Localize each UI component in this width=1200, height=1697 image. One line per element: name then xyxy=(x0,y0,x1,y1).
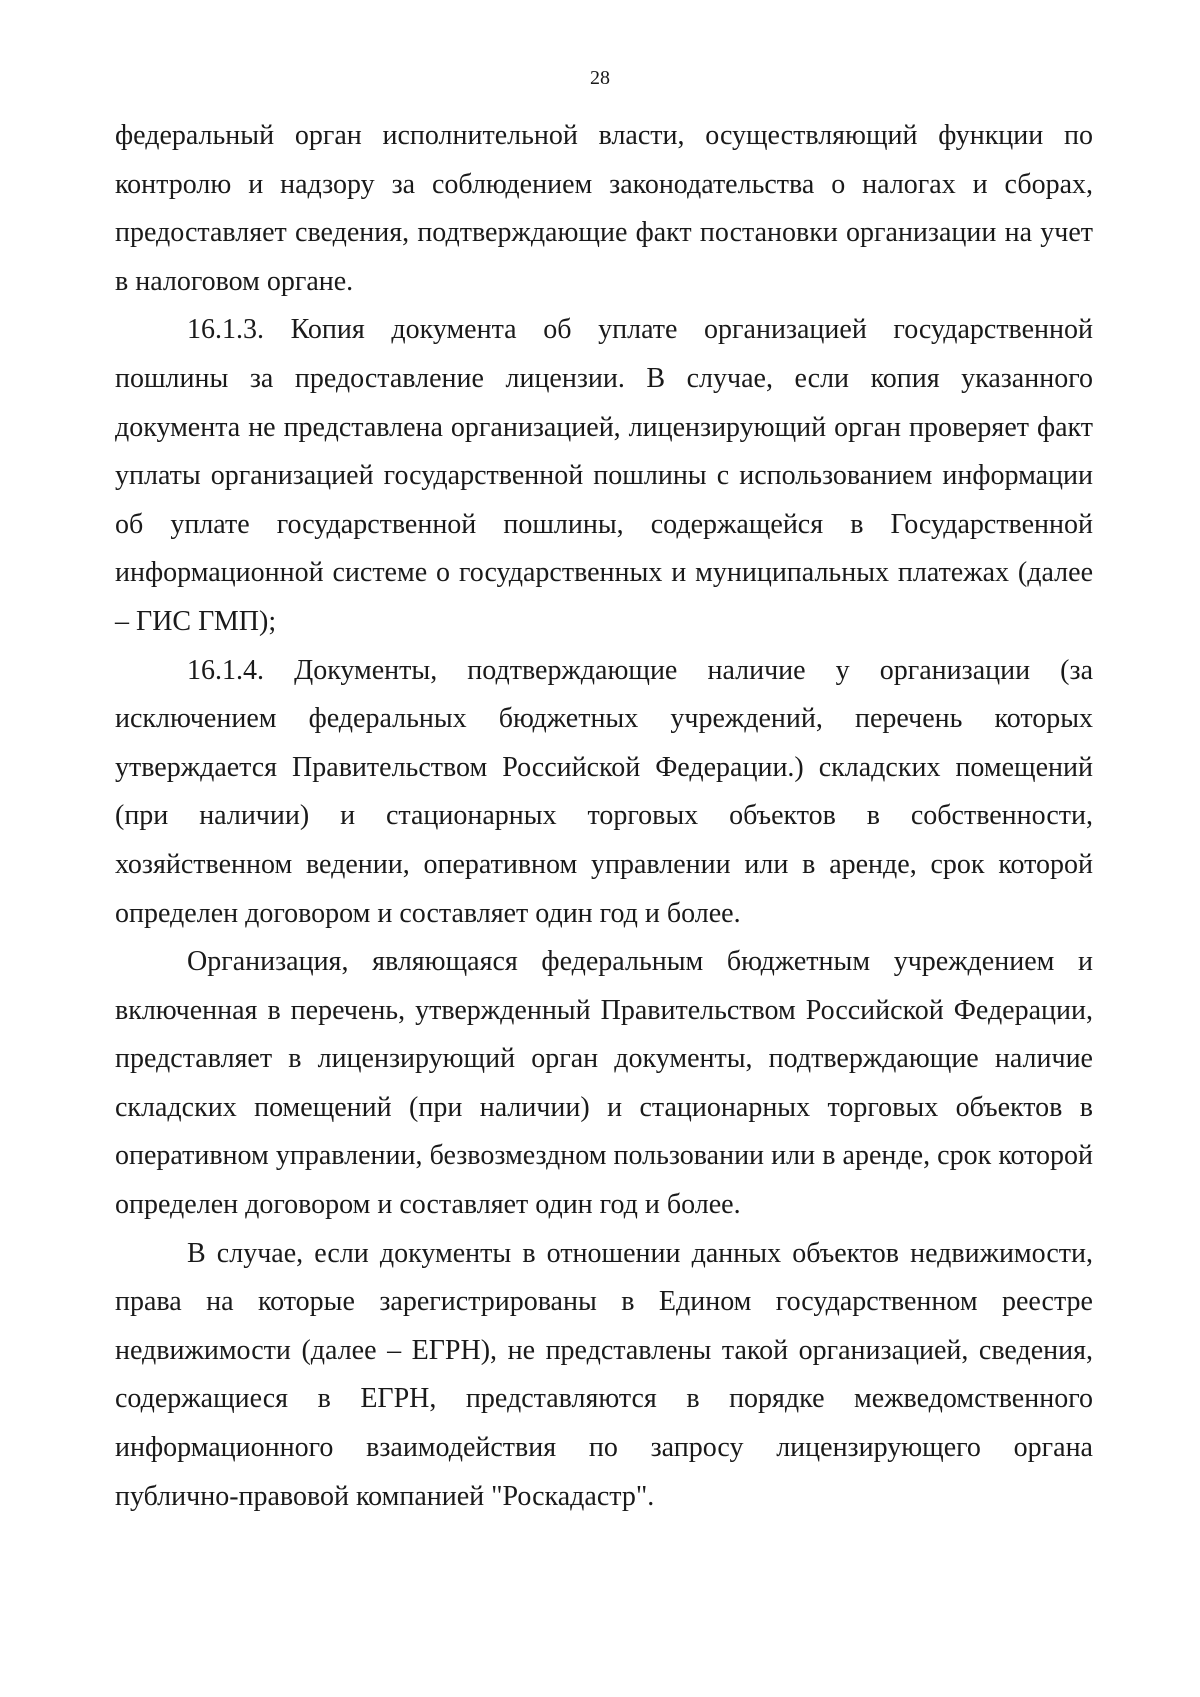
paragraph-16-1-4: 16.1.4. Документы, подтверждающие наличие у организации (за исключением федеральных бюджетных учреждений, перечень которых утверждается Правительством Российской Федерации.) складских помещений (при наличии) и стационарных торговых объектов в собственности, хозяйственном ведении, оперативном управлении или в аренде, срок которой определен договором и составляет один год и более. xyxy=(115,654,1093,929)
paragraph-continuation: федеральный орган исполнительной власти, осуществляющий функции по контролю и надзору за соблюдением законодательства о налогах и сборах, предоставляет сведения, подтверждающие факт постановки организации на учет в налоговом органе. xyxy=(115,120,1093,297)
document-body xyxy=(115,112,1093,1521)
paragraph-federal-institution: Организация, являющаяся федеральным бюджетным учреждением и включенная в перечень, утвержденный Правительством Российской Федерации, представляет в лицензирующий орган документы, подтверждающие наличие складских помещений (при наличии) и стационарных торговых объектов в оперативном управлении, безвозмездном пользовании или в аренде, срок которой определен договором и составляет один год и более. xyxy=(115,946,1093,1221)
paragraph-egrn: В случае, если документы в отношении данных объектов недвижимости, права на которые зарегистрированы в Едином государственном реестре недвижимости (далее – ЕГРН), не представлены такой организацией, сведения, содержащиеся в ЕГРН, представляются в порядке межведомственного информационного взаимодействия по запросу лицензирующего органа публично-правовой компанией "Роскадастр". xyxy=(115,1237,1093,1512)
page-number: 28 xyxy=(590,67,610,89)
paragraph-16-1-3: 16.1.3. Копия документа об уплате организацией государственной пошлины за предоставление лицензии. В случае, если копия указанного документа не представлена организацией, лицензирующий орган проверяет факт уплаты организацией государственной пошлины с использованием информации об уплате государственной пошлины, содержащейся в Государственной информационной системе о государственных и муниципальных платежах (далее – ГИС ГМП); xyxy=(115,314,1093,637)
